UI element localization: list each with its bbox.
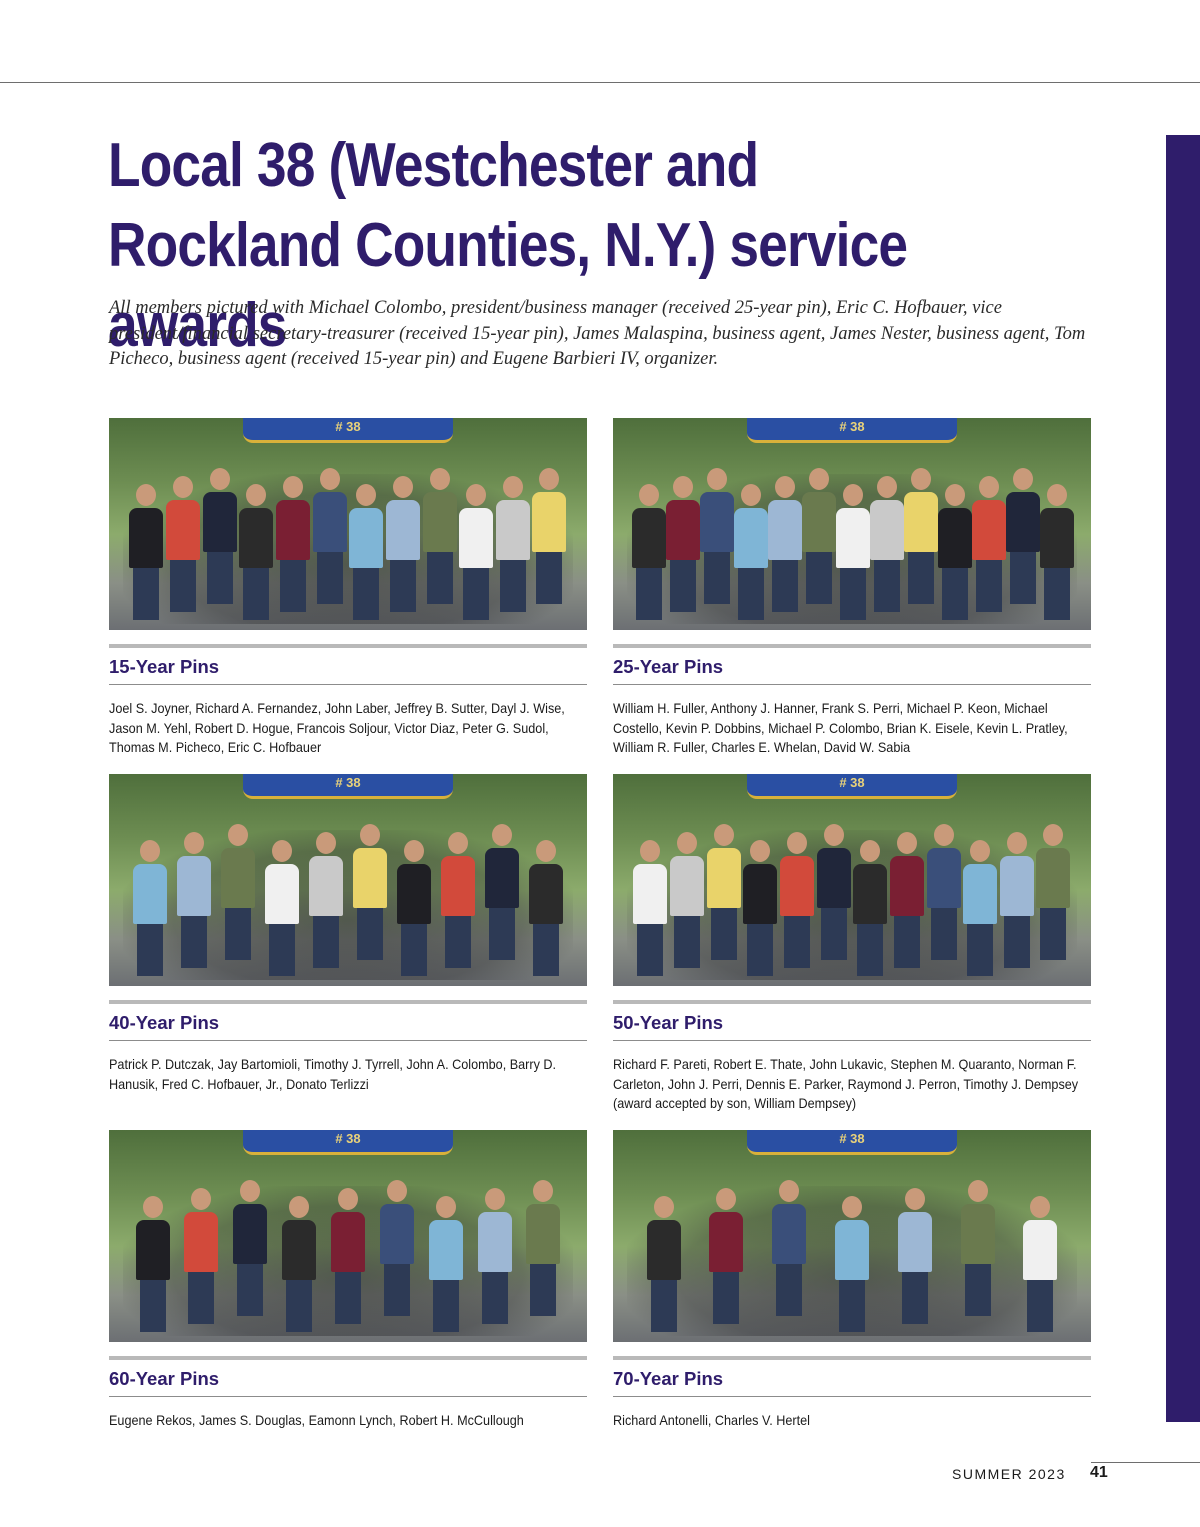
person-figure [221,824,255,960]
award-25-year [613,418,1091,758]
person-figure [526,1180,560,1316]
heading-underline [613,684,1091,685]
local-38-banner: # 38 [243,418,453,443]
person-figure [129,484,163,620]
person-figure [1000,832,1034,968]
group-photo [109,418,587,630]
award-names: Richard F. Pareti, Robert E. Thate, John Lukavic, Stephen M. Quaranto, Norman F. Carleton, John J. Perri, Dennis E. Parker, Raymond J. Perron, Timothy J. Dempsey (award accepted by son, William Dempsey) [613,1057,1079,1111]
top-rule [0,82,1200,83]
person-figure [233,1180,267,1316]
people-group [632,1172,1072,1332]
person-figure [459,484,493,620]
person-figure [961,1180,995,1316]
side-color-bar [1166,135,1200,1422]
person-figure [349,484,383,620]
person-figure [239,484,273,620]
person-figure [485,824,519,960]
group-photo [109,1130,587,1342]
person-figure [276,476,310,612]
person-figure [177,832,211,968]
award-names: William H. Fuller, Anthony J. Hanner, Frank S. Perri, Michael P. Keon, Michael Costello, Kevin P. Dobbins, Michael P. Colombo, Brian K. Eisele, Kevin L. Pratley, William R. Fuller, Charles E. Whelan, David W. Sabia [613,701,1068,755]
person-figure [282,1196,316,1332]
heading-rule [613,644,1091,648]
award-50-year [613,774,1091,1114]
award-heading: 60-Year Pins [109,1368,220,1389]
person-figure [1040,484,1074,620]
award-heading: 40-Year Pins [109,1012,220,1033]
person-figure [203,468,237,604]
person-figure [898,1188,932,1324]
person-figure [734,484,768,620]
person-figure [532,468,566,604]
footer-rule [1091,1462,1200,1463]
people-group [128,1172,568,1332]
award-names: Richard Antonelli, Charles V. Hertel [613,1413,811,1428]
person-figure [890,832,924,968]
heading-rule [613,1000,1091,1004]
person-figure [835,1196,869,1332]
heading-rule [109,644,587,648]
award-40-year [109,774,587,1094]
page-number: 41 [1090,1464,1108,1481]
person-figure [743,840,777,976]
person-figure [397,840,431,976]
people-group [632,816,1072,976]
person-figure [313,468,347,604]
heading-rule [613,1356,1091,1360]
group-photo [613,418,1091,630]
page-title: Local 38 (Westchester and Rockland Counties, N.Y.) service awards [108,131,908,360]
local-38-banner: # 38 [747,1130,957,1155]
person-figure [647,1196,681,1332]
person-figure [386,476,420,612]
person-figure [136,1196,170,1332]
local-38-banner: # 38 [747,774,957,799]
person-figure [331,1188,365,1324]
award-heading: 25-Year Pins [613,656,724,677]
person-figure [836,484,870,620]
local-38-banner: # 38 [243,1130,453,1155]
award-heading: 15-Year Pins [109,656,220,677]
person-figure [1036,824,1070,960]
person-figure [802,468,836,604]
person-figure [817,824,851,960]
person-figure [423,468,457,604]
person-figure [632,484,666,620]
person-figure [666,476,700,612]
heading-underline [613,1396,1091,1397]
person-figure [972,476,1006,612]
person-figure [768,476,802,612]
award-60-year [109,1130,587,1431]
footer-season: SUMMER 2023 [952,1466,1066,1482]
person-figure [133,840,167,976]
person-figure [772,1180,806,1316]
award-70-year [613,1130,1091,1431]
person-figure [265,840,299,976]
people-group [128,816,568,976]
award-heading: 70-Year Pins [613,1368,724,1389]
person-figure [938,484,972,620]
person-figure [1006,468,1040,604]
award-names: Joel S. Joyner, Richard A. Fernandez, John Laber, Jeffrey B. Sutter, Dayl J. Wise, Jason M. Yehl, Robert D. Hogue, Francois Soljour, Victor Diaz, Peter G. Sudol, Thomas M. Picheco, Eric C. Hofbauer [109,701,565,755]
person-figure [166,476,200,612]
heading-underline [109,684,587,685]
person-figure [853,840,887,976]
intro-paragraph: All members pictured with Michael Colombo, president/business manager (received 25-year pin), Eric C. Hofbauer, vice president/financial secretary-treasurer (received 15-year pin), James Malaspina, business agent, James Nester, business agent, Tom Picheco, business agent (received 15-year pin) and Eugene Barbieri IV, organizer. [109,298,1086,369]
heading-underline [109,1396,587,1397]
award-names: Patrick P. Dutczak, Jay Bartomioli, Timothy J. Tyrrell, John A. Colombo, Barry D. Hanusik, Fred C. Hofbauer, Jr., Donato Terlizzi [109,1057,557,1092]
person-figure [441,832,475,968]
group-photo [109,774,587,986]
person-figure [780,832,814,968]
person-figure [380,1180,414,1316]
person-figure [353,824,387,960]
heading-underline [109,1040,587,1041]
person-figure [904,468,938,604]
local-38-banner: # 38 [243,774,453,799]
person-figure [963,840,997,976]
group-photo [613,1130,1091,1342]
person-figure [1023,1196,1057,1332]
group-photo [613,774,1091,986]
heading-underline [613,1040,1091,1041]
person-figure [700,468,734,604]
person-figure [309,832,343,968]
people-group [632,460,1072,620]
people-group [128,460,568,620]
local-38-banner: # 38 [747,418,957,443]
award-names: Eugene Rekos, James S. Douglas, Eamonn Lynch, Robert H. McCullough [109,1413,524,1428]
heading-rule [109,1000,587,1004]
person-figure [707,824,741,960]
person-figure [429,1196,463,1332]
person-figure [529,840,563,976]
person-figure [709,1188,743,1324]
person-figure [670,832,704,968]
person-figure [496,476,530,612]
heading-rule [109,1356,587,1360]
award-heading: 50-Year Pins [613,1012,724,1033]
person-figure [478,1188,512,1324]
person-figure [927,824,961,960]
person-figure [870,476,904,612]
person-figure [184,1188,218,1324]
award-15-year [109,418,587,758]
person-figure [633,840,667,976]
